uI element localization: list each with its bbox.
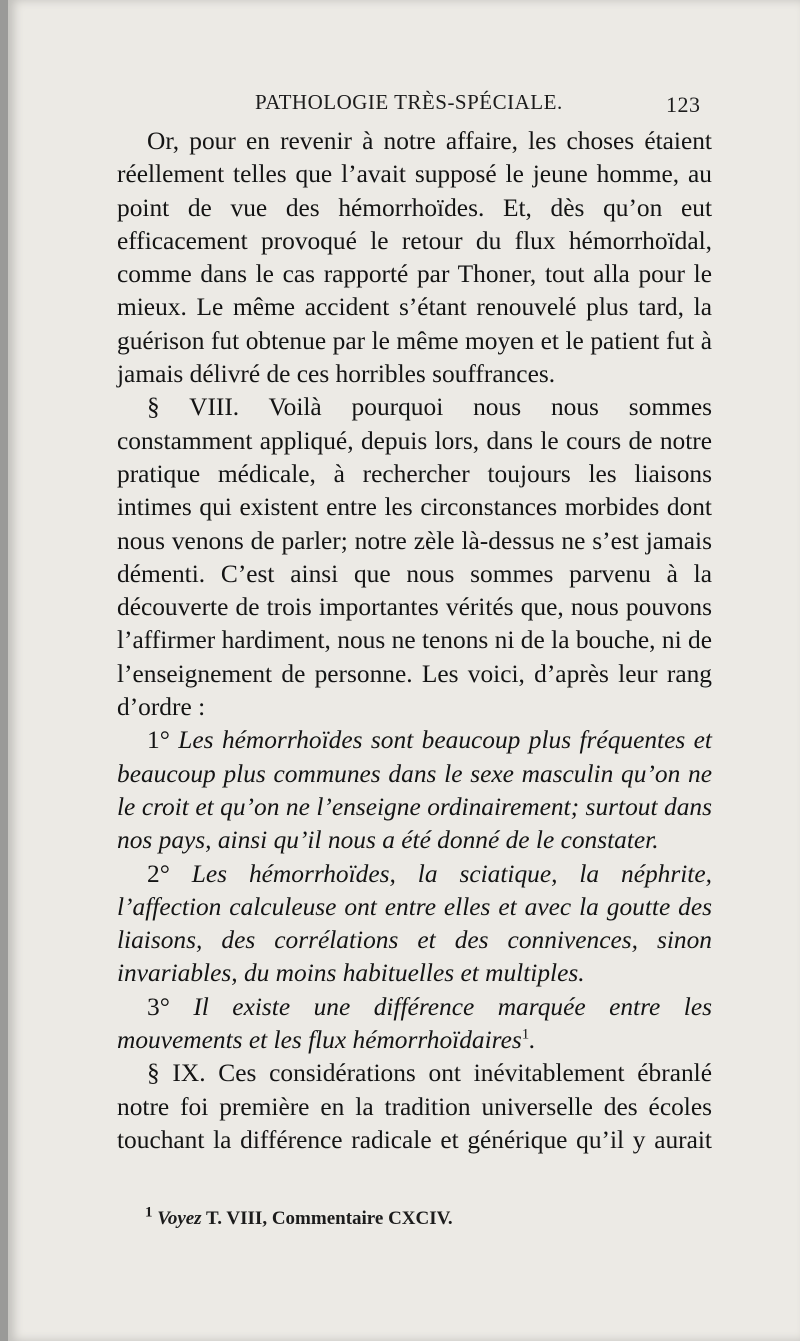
paragraph-section-ix: § IX. Ces considérations ont inévitablement ébranlé notre foi première en la tradition universelle des écoles touchant la différence radicale et générique qu’il y aurait bbox=[117, 1059, 712, 1154]
page-header bbox=[8, 90, 800, 120]
truth-2-text: Les hémorrhoïdes, la sciatique, la néphrite, l’affection calculeuse ont entre elles et avec la goutte des liaisons, des corrélations et des connivences, sinon invariables, du moins habituelles et multiples. bbox=[117, 859, 712, 988]
truth-3-end: . bbox=[529, 1026, 536, 1055]
running-title: PATHOLOGIE TRÈS-SPÉCIALE. bbox=[255, 90, 563, 114]
truth-3-number: 3° bbox=[147, 992, 170, 1021]
truth-2-number: 2° bbox=[147, 859, 170, 888]
footnote-text: T. VIII, Commentaire CXCIV. bbox=[206, 1208, 453, 1229]
body-text bbox=[117, 125, 712, 1191]
footnote-marker: 1 bbox=[145, 1204, 153, 1221]
footnote bbox=[145, 1204, 453, 1230]
truth-1-text: Les hémorrhoïdes sont beaucoup plus fréquentes et beaucoup plus communes dans le sexe masculin qu’on ne le croit et qu’on ne l’enseigne ordinairement; surtout dans nos pays, ainsi qu’il nous a été donné de le constater. bbox=[117, 726, 712, 855]
truth-1-number: 1° bbox=[147, 726, 170, 755]
paragraph-intro: Or, pour en revenir à notre affaire, les choses étaient réellement telles que l’avait supposé le jeune homme, au point de vue des hémorrhoïdes. Et, dès qu’on eut efficacement provoqué le retour du flux hémorrhoïdal, comme dans le cas rapporté par Thoner, tout alla pour le mieux. Le même accident s’étant renouvelé plus tard, la guérison fut obtenue par le même moyen et le patient fut à jamais délivré de ces horribles souffrances. bbox=[117, 127, 712, 389]
page-number: 123 bbox=[666, 92, 701, 117]
truth-3 bbox=[117, 991, 712, 1058]
footnote-lead: Voyez bbox=[157, 1208, 202, 1229]
footnote-reference: 1 bbox=[521, 1026, 530, 1043]
truth-3-text: Il existe une différence marquée entre les mouvements et les flux hémorrhoïdaires bbox=[117, 992, 712, 1055]
truth-2 bbox=[117, 858, 712, 991]
paragraph-section-viii: § VIII. Voilà pourquoi nous nous sommes constamment appliqué, depuis lors, dans le cours de notre pratique médicale, à rechercher toujours les liaisons intimes qui existent entre les circonstances morbides dont nous venons de parler; notre zèle là-dessus ne s’est jamais démenti. C’est ainsi que nous sommes parvenu à la découverte de trois importantes vérités que, nous pouvons l’affirmer hardiment, nous ne tenons ni de la bouche, ni de l’enseignement de personne. Les voici, d’après leur rang d’ordre : bbox=[117, 393, 712, 722]
truth-1 bbox=[117, 724, 712, 857]
book-page bbox=[8, 0, 800, 1341]
